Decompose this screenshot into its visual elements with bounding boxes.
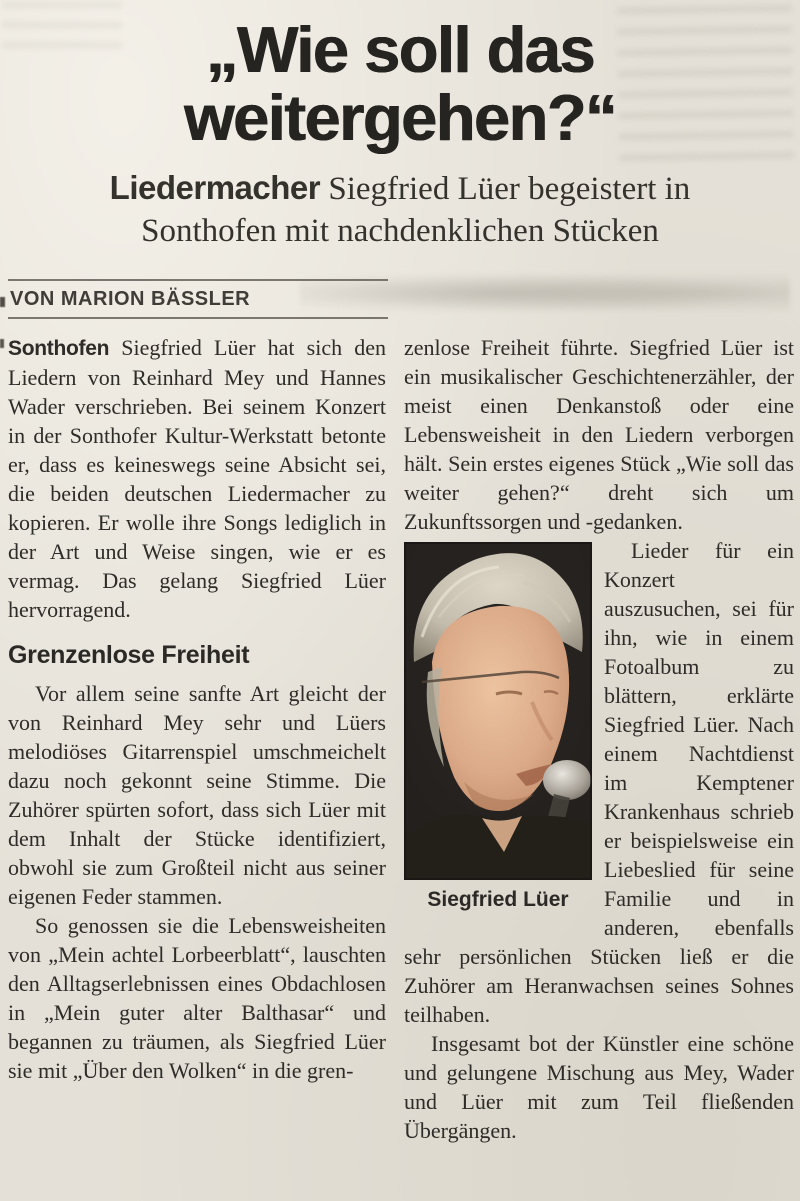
crosshead: Grenzenlose Freiheit <box>8 640 250 669</box>
body-paragraph <box>8 333 386 624</box>
subheadline-text: Siegfried Lüer begeistert in Sonthofen mit nachdenklichen Stücken <box>141 171 691 250</box>
byline <box>8 279 388 319</box>
subheadline <box>55 167 745 252</box>
photo-siegfried-lueer <box>404 542 592 880</box>
paragraph-text: Siegfried Lüer hat sich den Liedern von Reinhard Mey und Hannes Wader verschrieben. Bei seinem Konzert in der Sonthofer Kultur-Werkstatt betonte er, dass es keineswegs seine Absicht sei, die beiden deutschen Liedermacher zu kopieren. Er wolle ihre Songs lediglich in der Art und Weise singen, wie er es vermag. Das gelang Siegfried Lüer hervorragend. <box>8 334 386 622</box>
subheadline-kicker: Liedermacher <box>109 169 321 207</box>
headline-line-1: „Wie soll das <box>205 13 595 86</box>
left-column <box>8 333 386 1145</box>
body-paragraph: zenlose Freiheit führte. Siegfried Lüer ist ein musikalischer Geschichtenerzähler, der meist einen Denkanstoß oder eine Lebensweisheit in den Liedern verborgen hält. Sein erstes eigenes Stück „Wie soll das weiter gehen?“ dreht sich um Zukunftssorgen und -gedanken. <box>404 334 794 534</box>
body-paragraph: So genossen sie die Lebensweisheiten von „Mein achtel Lorbeerblatt“, lauschten den Alltagserlebnissen eines Obdachlosen in „Mein guter alter Balthasar“ und begannen zu träumen, als Siegfried Lüer sie mit „Über den Wolken“ in die gren- <box>8 912 386 1083</box>
article-body <box>8 333 794 1145</box>
body-paragraph: Lieder für ein Konzert auszusuchen, sei für ihn, wie in einem Fotoalbum zu blättern, erklärte Siegfried Lüer. Nach einem Nachtdienst im Kemptener Krankenhaus schrieb er beispielsweise ein Liebeslied für seine Familie und in anderen, ebenfalls sehr persönlichen Stücken ließ er die Zuhörer am Heranwachsen seines Sohnes teilhaben. <box>404 537 794 1027</box>
headline <box>30 13 770 154</box>
right-column <box>404 333 794 1145</box>
body-paragraph: Vor allem seine sanfte Art gleicht der von Reinhard Mey sehr und Lüers melodiöses Gitarrenspiel umschmeichelt dazu noch gekonnt seine Stimme. Die Zuhörer spürten sofort, dass sich Lüer mit dem Inhalt der Stücke identifiziert, obwohl sie zum Großteil nicht aus seiner eigenen Feder stammen. <box>8 680 386 909</box>
scan-edge-mark <box>0 339 4 348</box>
headline-line-2: weitergehen?“ <box>184 80 616 154</box>
photo-caption: Siegfried Lüer <box>427 887 569 911</box>
body-paragraph: Insgesamt bot der Künstler eine schöne und gelungene Mischung aus Mey, Wader und Lüer mit zum Teil fließenden Übergängen. <box>404 1030 794 1143</box>
scan-edge-mark <box>0 297 5 307</box>
dateline: Sonthofen <box>8 336 110 360</box>
photo-block <box>404 542 592 914</box>
byline-text: VON MARION BÄSSLER <box>10 287 251 310</box>
